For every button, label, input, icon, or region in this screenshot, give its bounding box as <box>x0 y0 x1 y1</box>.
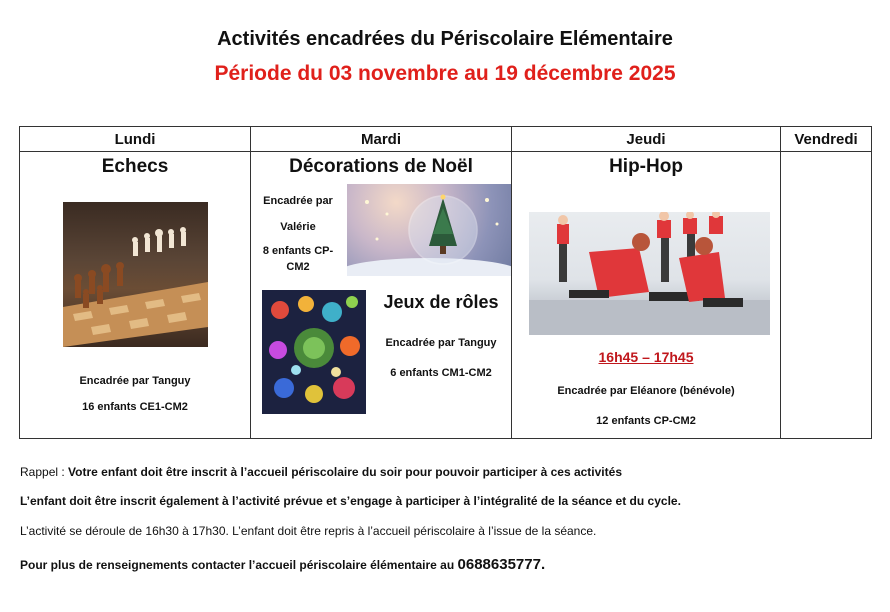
hip-hop-time: 16h45 – 17h45 <box>598 349 694 365</box>
noel-supervisor-line2: Valérie <box>280 221 316 233</box>
activity-title-echecs: Echecs <box>101 156 169 177</box>
note-contact-text: Pour plus de renseignements contacter l’accueil périscolaire élémentaire au <box>20 558 458 572</box>
noel-group-line1: 8 enfants CP- <box>262 245 334 257</box>
day-header-jeudi: Jeudi <box>512 127 781 152</box>
noel-supervisor-line1: Encadrée par <box>263 195 333 207</box>
activity-title-hip-hop: Hip-Hop <box>609 156 683 177</box>
day-header-vendredi: Vendredi <box>781 127 872 152</box>
activity-title-jeux-de-roles: Jeux de rôles <box>383 292 499 312</box>
noel-group-line2: CM2 <box>286 261 310 273</box>
cell-vendredi <box>781 152 872 439</box>
chess-image <box>63 202 208 347</box>
christmas-globe-image <box>347 184 511 276</box>
cell-lundi <box>20 152 251 439</box>
day-header-mardi: Mardi <box>251 127 512 152</box>
roles-group: 6 enfants CM1-CM2 <box>390 367 492 379</box>
note-rappel-text: Votre enfant doit être inscrit à l’accueil périscolaire du soir pour pouvoir participer à ces activités <box>64 465 622 479</box>
note-horaire: L’activité se déroule de 16h30 à 17h30. L’enfant doit être repris à l’accueil périscolaire à l’issue de la séance. <box>20 524 597 538</box>
hip-hop-image <box>529 212 770 335</box>
phone-number: 0688635777. <box>457 556 546 573</box>
note-rappel <box>20 465 622 479</box>
lundi-group: 16 enfants CE1-CM2 <box>82 401 188 413</box>
cell-mardi <box>251 152 512 439</box>
hip-hop-group: 12 enfants CP-CM2 <box>596 415 696 427</box>
lundi-supervisor: Encadrée par Tanguy <box>79 375 191 387</box>
roles-supervisor: Encadrée par Tanguy <box>385 337 497 349</box>
activity-title-noel: Décorations de Noël <box>289 156 473 177</box>
day-header-lundi: Lundi <box>20 127 251 152</box>
cell-jeudi <box>512 152 781 439</box>
note-inscription <box>20 494 681 508</box>
note-inscription-text: L’enfant doit être inscrit également à l’activité prévue et s’engage à participer à l’intégralité de la séance et du cycle. <box>20 494 681 508</box>
role-play-image <box>262 290 366 414</box>
document-title: Activités encadrées du Périscolaire Elémentaire <box>217 28 673 50</box>
schedule-table <box>19 126 872 439</box>
note-contact <box>20 556 545 573</box>
note-rappel-label: Rappel : <box>20 465 65 479</box>
period-subtitle: Période du 03 novembre au 19 décembre 2025 <box>214 62 676 85</box>
hip-hop-supervisor: Encadrée par Eléanore (bénévole) <box>557 385 735 397</box>
